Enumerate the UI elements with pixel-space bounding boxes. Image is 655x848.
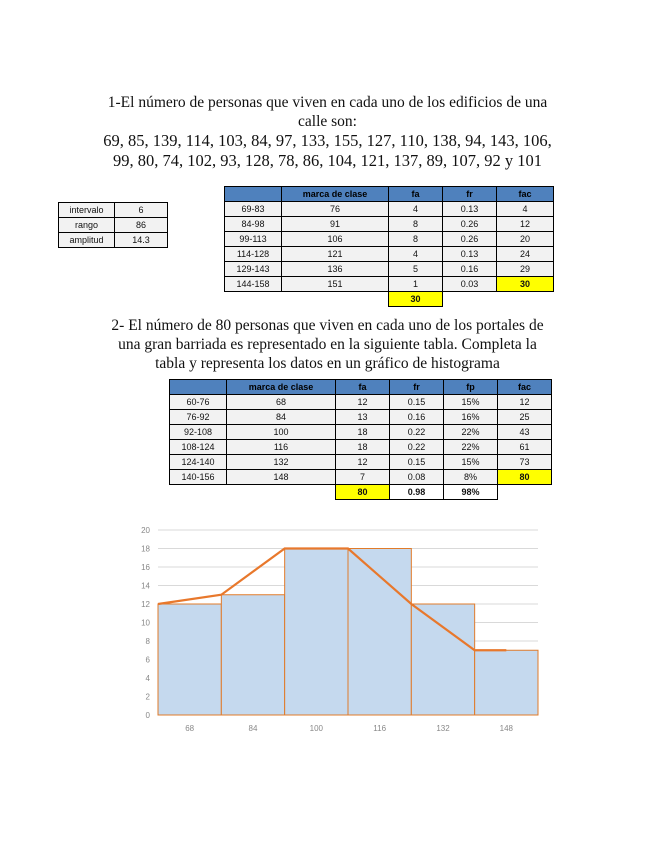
total-fr: 0.98 [390,485,444,500]
problem-2-line: 2- El número de 80 personas que viven en cada uno de los portales de [111,317,544,334]
y-axis-ticks [141,526,150,720]
table-row [225,277,554,292]
table-row [225,202,554,217]
table-cell: 151 [282,277,389,292]
x-tick-label: 132 [436,724,450,733]
table-cell: 7 [336,470,390,485]
x-tick-label: 68 [185,724,195,733]
y-tick-label: 12 [141,600,150,609]
y-tick-label: 10 [141,618,150,628]
table-cell: 99-113 [225,232,282,247]
histogram-bar [221,595,284,715]
table-cell: 121 [282,247,389,262]
x-tick-label: 148 [499,724,514,733]
y-tick-label: 16 [141,563,150,572]
table-cell: 124-140 [170,455,227,470]
x-axis-ticks [185,724,513,733]
table-cell: 61 [498,440,552,455]
table-cell: 8 [389,232,443,247]
problem-1-numbers: 69, 85, 139, 114, 103, 84, 97, 133, 155, 127, 110, 138, 94, 143, 106, [103,131,552,150]
info-label: amplitud [59,233,115,248]
y-tick-label: 18 [141,544,150,554]
info-value: 14.3 [115,233,168,248]
table-cell: 108-124 [170,440,227,455]
column-header: fac [497,187,554,202]
column-header: fa [389,187,443,202]
table-cell: 12 [498,395,552,410]
table-cell: 0.15 [390,395,444,410]
problem-2-line: una gran barriada es representado en la siguiente tabla. Completa la [118,336,537,353]
table-row [170,470,552,485]
table-cell: 84-98 [225,217,282,232]
y-tick-label: 6 [145,655,150,665]
histogram-chart [130,520,550,740]
table-cell: 68 [227,395,336,410]
table-cell: 4 [389,247,443,262]
problem-1-line: calle son: [298,113,357,130]
y-tick-label: 14 [141,581,150,591]
table-row [170,455,552,470]
table-cell: 18 [336,425,390,440]
column-header: marca de clase [227,380,336,395]
table-cell: 29 [497,262,554,277]
table-cell: 60-76 [170,395,227,410]
column-header: fa [336,380,390,395]
total-fa: 30 [389,292,443,307]
x-tick-label: 100 [309,724,324,733]
table-cell: 136 [282,262,389,277]
column-header: fac [498,380,552,395]
table-row [59,218,168,233]
table-row [225,262,554,277]
column-header [225,187,282,202]
table-cell: 15% [444,455,498,470]
problem-2-statement [40,316,615,373]
table-cell: 12 [336,395,390,410]
table-cell: 0.15 [390,455,444,470]
table-cell: 0.13 [443,247,497,262]
table-row [170,425,552,440]
total-fp: 98% [444,485,498,500]
column-header: fp [444,380,498,395]
table-cell: 0.16 [443,262,497,277]
y-tick-label: 8 [145,637,150,646]
table-cell: 0.13 [443,202,497,217]
histogram-bar [285,549,348,716]
table-total-row [170,485,552,500]
histogram-bar [411,604,474,715]
x-tick-label: 116 [373,724,387,733]
table-cell: 8 [389,217,443,232]
table-cell: 0.16 [390,410,444,425]
y-tick-label: 20 [141,526,150,535]
table-cell: 100 [227,425,336,440]
table-row [225,217,554,232]
table-cell: 73 [498,455,552,470]
info-table [58,202,168,248]
y-tick-label: 2 [145,692,150,702]
table-row [59,233,168,248]
frequency-table-2 [169,379,552,500]
column-header: fr [390,380,444,395]
table-cell: 5 [389,262,443,277]
table-cell: 140-156 [170,470,227,485]
table-cell: 22% [444,425,498,440]
histogram-bars [158,549,538,716]
table-cell: 16% [444,410,498,425]
table-cell: 0.08 [390,470,444,485]
table-row [170,395,552,410]
table-cell: 0.22 [390,440,444,455]
info-value: 86 [115,218,168,233]
table-header-row [225,187,554,202]
table-cell: 8% [444,470,498,485]
problem-1-line: 1-El número de personas que viven en cada uno de los edificios de una [107,94,548,111]
problem-2-line: tabla y representa los datos en un gráfico de histograma [155,355,500,372]
table-cell: 18 [336,440,390,455]
histogram-bar [475,650,538,715]
info-value: 6 [115,203,168,218]
table-row [225,232,554,247]
table-cell: 116 [227,440,336,455]
y-tick-label: 0 [145,711,150,720]
table-cell: 144-158 [225,277,282,292]
table-cell: 0.26 [443,232,497,247]
table-cell-highlight: 80 [498,470,552,485]
table-cell: 12 [336,455,390,470]
table-cell: 15% [444,395,498,410]
x-tick-label: 84 [248,724,258,733]
table-cell: 20 [497,232,554,247]
problem-1-numbers: 99, 80, 74, 102, 93, 128, 78, 86, 104, 121, 137, 89, 107, 92 y 101 [113,151,542,170]
table-cell: 24 [497,247,554,262]
table-cell: 4 [497,202,554,217]
table-cell-highlight: 30 [497,277,554,292]
table-cell: 114-128 [225,247,282,262]
info-label: rango [59,218,115,233]
table-cell: 22% [444,440,498,455]
histogram-bar [158,604,221,715]
table-cell: 43 [498,425,552,440]
y-tick-label: 4 [145,674,150,683]
info-label: intervalo [59,203,115,218]
table-cell: 0.03 [443,277,497,292]
table-cell: 91 [282,217,389,232]
table-cell: 84 [227,410,336,425]
table-cell: 129-143 [225,262,282,277]
table-cell: 4 [389,202,443,217]
table-cell: 132 [227,455,336,470]
table-cell: 76-92 [170,410,227,425]
total-fa: 80 [336,485,390,500]
table-cell: 76 [282,202,389,217]
column-header [170,380,227,395]
table-header-row [170,380,552,395]
table-cell: 12 [497,217,554,232]
problem-1-statement [40,93,615,171]
table-total-row [225,292,554,307]
column-header: marca de clase [282,187,389,202]
table-cell: 148 [227,470,336,485]
table-cell: 0.22 [390,425,444,440]
table-row [170,410,552,425]
table-cell: 13 [336,410,390,425]
table-cell: 106 [282,232,389,247]
table-cell: 25 [498,410,552,425]
histogram-bar [348,549,411,716]
table-cell: 0.26 [443,217,497,232]
table-cell: 92-108 [170,425,227,440]
frequency-table-1 [224,186,554,307]
table-cell: 69-83 [225,202,282,217]
table-row [225,247,554,262]
table-row [59,203,168,218]
table-row [170,440,552,455]
table-cell: 1 [389,277,443,292]
column-header: fr [443,187,497,202]
